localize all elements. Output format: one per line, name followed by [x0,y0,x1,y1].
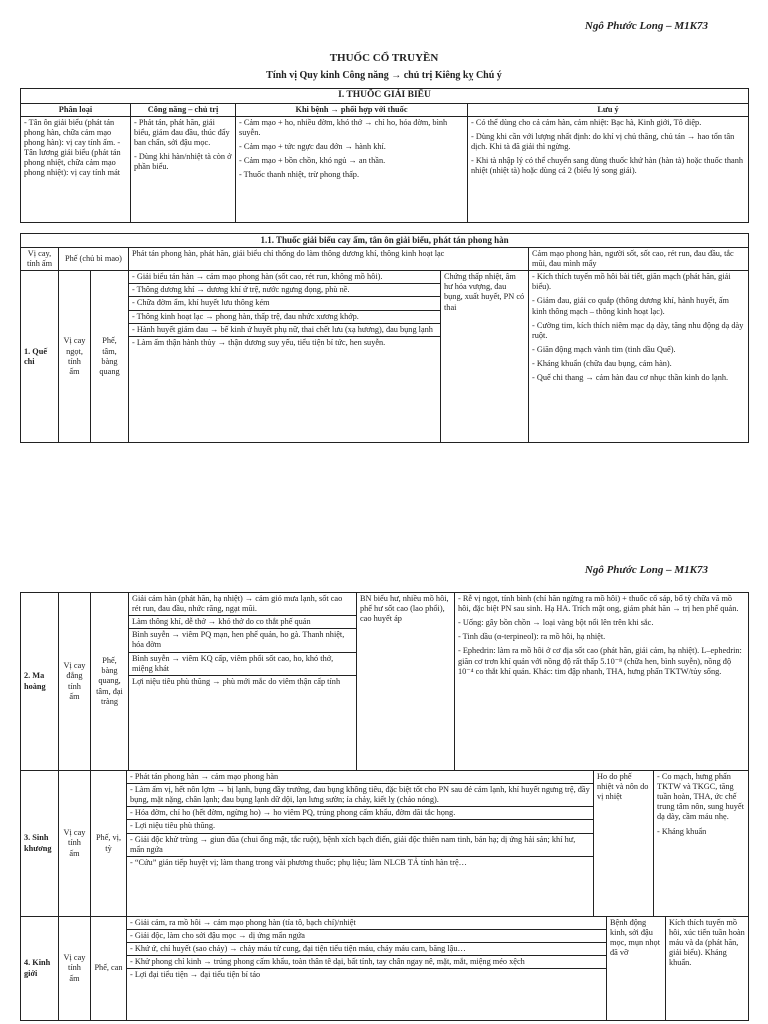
herb-cong-nang [129,271,441,443]
header-phoi-hop: Khi bệnh → phối hợp với thuốc [236,103,468,116]
chu-y-line: - Tinh dầu (α-terpineol): ra mồ hôi, hạ nhiệt. [458,632,606,642]
chu-y-line: - Cường tim, kích thích niêm mạc dạ dày, tăng nhu động dạ dày ruột. [532,320,744,340]
herb-quy-kinh: Phế, bàng quang, tâm, đại tràng [91,593,129,771]
intro-luu-y-line: - Dùng khi cần với lượng nhất định: do khí vị chủ thăng, chủ tán → hao tổn tân dịch. Khi tà đã giải thì ngừng. [471,131,735,151]
herb-kieng-ky: BN biểu hư, nhiều mồ hôi, phế hư sốt cao (lao phổi), cao huyết áp [357,593,455,771]
document-subtitle: Tính vị Quy kinh Công năng → chủ trị Kiêng kỵ Chú ý [266,70,502,81]
herb-quy-kinh: Phế, tâm, bàng quang [91,271,129,443]
herb-tinh-vi: Vị cay tính ấm [59,771,91,917]
intro-cong-nang-line: - Dùng khi hàn/nhiệt tà còn ở phần biểu. [134,152,232,172]
cong-nang-line: - Giải độc, làm cho sởi đậu mọc → dị ứng mẩn ngứa [127,930,606,943]
herb-quy-kinh: Phế, vị, tỳ [91,771,127,917]
group-chu-tri: Cảm mạo phong hàn, người sốt, sốt cao, rét run, đau đầu, tắc mũi, đau mình mẩy [529,247,749,270]
cong-nang-line: Bình suyễn → viêm KQ cấp, viêm phổi sốt cao, ho, khó thở, miệng khát [129,653,356,676]
group-cong-nang: Phát tán phong hàn, phát hãn, giải biểu chỉ thống do làm thông dương khí, thông kinh hoạt lạc [129,247,529,270]
page2-sinh-khuong-table [20,770,749,917]
author-label: Ngô Phước Long – M1K73 [584,564,708,576]
chu-y-line: - Quế chi thang → cảm hàn đau cơ nhục thần kinh do lạnh. [532,373,729,383]
intro-phan-loai: - Tân ôn giải biểu (phát tán phong hàn, chữa cảm mạo phong hàn): vị cay tính ấm. - Tân lương giải biểu (phát tán phong nhiệt, chữa cảm mạo phong nhiệt): vị cay tính mát [21,116,131,222]
intro-phoi-hop [236,116,468,222]
intro-phoi-hop-line: - Thuốc thanh nhiệt, trừ phong thấp. [239,170,360,180]
chu-y-line: - Giảm đau, giải co quắp (thông dương khí, hành huyết, ấm kinh thông mạch – thông kinh hoạt lạc). [532,296,729,316]
page2-ma-hoang-table [20,592,749,771]
cong-nang-line: Giải cảm hàn (phát hãn, hạ nhiệt) → cảm gió mưa lạnh, sốt cao rét run, đau đầu, nhức răng, ngạt mũi. [129,593,356,616]
page2-kinh-gioi-table [20,916,749,1021]
herb-chu-y [455,593,749,771]
cong-nang-line: - Thông dương khí → dương khí ứ trệ, nước ngưng đọng, phù nề. [129,284,440,297]
intro-phoi-hop-line: - Cảm mạo + ho, nhiều đờm, khó thở → chỉ ho, hóa đờm, bình suyễn. [239,117,448,137]
intro-luu-y-line: - Có thể dùng cho cả cảm hàn, cảm nhiệt: Bạc hà, Kinh giới, Tô diệp. [471,117,702,127]
cong-nang-line: Lợi niệu tiêu phù thũng → phù mới mắc do viêm thận cấp tính [132,676,341,686]
intro-phoi-hop-line: - Cảm mạo + tức ngực đau đớn → hành khí. [239,141,386,151]
cong-nang-line: - Chữa đờm ẩm, khí huyết lưu thông kém [129,297,440,310]
herb-name-sinh-khuong: 3. Sinh khương [21,771,59,917]
intro-luu-y-line: - Khi tà nhập lý có thể chuyển sang dùng thuốc khứ hàn (hàn tà) hoặc thuốc thanh nhiệt (nhiệt tà) hoặc dùng cả 2 (biểu lý song giải). [471,156,743,176]
cong-nang-line: - Thông kinh hoạt lạc → phong hàn, thấp trệ, đau nhức xương khớp. [129,311,440,324]
cong-nang-line: - Giải cảm, ra mồ hôi → cảm mạo phong hàn (tía tô, bạch chỉ)/nhiệt [127,917,606,930]
cong-nang-line: - Hành huyết giảm đau → bế kinh ứ huyết phụ nữ, thai chết lưu (xạ hương), đau bụng lạnh [129,324,440,337]
herb-tinh-vi: Vị cay tính ấm [59,917,91,1021]
chu-y-line: - Kháng khuẩn [657,826,707,836]
cong-nang-line: - Lợi niệu tiêu phù thũng. [127,820,593,833]
header-luu-y: Lưu ý [468,103,749,116]
header-cong-nang: Công năng – chủ trị [131,103,236,116]
chu-y-line: - Giãn động mạch vành tim (tinh dầu Quế). [532,344,676,354]
cong-nang-line: - Lợi đại tiểu tiện → đại tiểu tiện bí táo [130,970,261,980]
page1-intro-table [20,88,749,223]
herb-chu-y [529,271,749,443]
cong-nang-line: - Làm ấm thận hành thủy → thận dương suy yếu, tiểu tiện bí tức, hen suyễn. [132,337,386,347]
cong-nang-line: - Giải độc khử trùng → giun đũa (chui ống mật, tắc ruột), bệnh xích bạch điến, giải độc thiên nam tinh, bán hạ; dị ứng hải sản; khí hư, mẩn ngứa [127,834,593,857]
herb-name-kinh-gioi: 4. Kinh giới [21,917,59,1021]
document-title: THUỐC CỔ TRUYỀN [329,52,439,64]
intro-luu-y [468,116,749,222]
herb-chu-y [654,771,749,917]
cong-nang-line: - Hóa đờm, chỉ ho (hết đờm, ngừng ho) → ho viêm PQ, trúng phong cấm khẩu, đờm dãi tắc họng. [127,807,593,820]
chu-y-line: - Kháng khuẩn (chữa đau bụng, cảm hàn). [532,358,672,368]
herb-kieng-ky: Bệnh động kinh, sởi đậu mọc, mụn nhọt đã vỡ [607,917,666,1021]
herb-quy-kinh: Phế, can [91,917,127,1021]
herb-chu-y: Kích thích tuyến mồ hôi, xúc tiến tuần hoàn máu và da (phát hãn, giải biểu). Kháng khuẩn. [666,917,749,1021]
header-phan-loai: Phân loại [21,103,131,116]
cong-nang-line: Bình suyễn → viêm PQ mạn, hen phế quản, ho gà. Thanh nhiệt, hóa đờm [129,629,356,652]
chu-y-line: - Rễ vị ngọt, tính bình (chỉ hãn ngừng ra mồ hôi) + thuốc cố sáp, bổ tỳ chữa vã mồ hôi, đặc biệt PN sau sinh. Hạ HA. Trích mật ong, giảm phát hãn → trị hen phế quản. [458,594,739,614]
chu-y-line: - Kích thích tuyến mồ hôi bài tiết, giãn mạch (phát hãn, giải biểu). [532,272,731,292]
herb-name-ma-hoang: 2. Ma hoàng [21,593,59,771]
herb-kieng-ky: Chứng thấp nhiệt, âm hư hỏa vượng, đau bụng, xuất huyết, PN có thai [441,271,529,443]
cong-nang-line: - Giải biểu tán hàn → cảm mạo phong hàn (sốt cao, rét run, không mồ hôi). [129,271,440,284]
herb-cong-nang [127,917,607,1021]
chu-y-line: - Co mạch, hưng phấn TKTW và TKGC, tăng tuần hoàn, THA, ức chế trung tâm nôn, sung huyết dạ dày, cầm máu nhẹ. [657,772,744,822]
section-title: I. THUỐC GIẢI BIỂU [21,89,749,104]
group-quy-kinh: Phế (chủ bì mao) [59,247,129,270]
cong-nang-line: - Làm ấm vị, hết nôn lợm → bị lạnh, bụng đầy trướng, đau bụng không tiêu, đặc biệt tốt cho PN sau đẻ cảm lạnh, khí huyết ngưng trệ, đầy bụng, mặt nặng, chân lạnh; đau bụng lạnh dữ dội, lạn lưng sườn; ỉa chảy, kiết lỵ (chảo nóng). [127,784,593,807]
herb-tinh-vi: Vị cay đắng tính ấm [59,593,91,771]
intro-cong-nang-line: - Phát tán, phát hãn, giải biểu, giảm đau đầu, thúc đẩy ban chẩn, sởi đậu mọc. [134,117,230,147]
author-label: Ngô Phước Long – M1K73 [584,20,708,32]
intro-phoi-hop-line: - Cảm mạo + bồn chồn, khó ngủ → an thần. [239,156,386,166]
herb-cong-nang [127,771,594,917]
cong-nang-line: Làm thông khí, dễ thở → khó thở do co thắt phế quản [129,616,356,629]
subsection-title: 1.1. Thuốc giải biểu cay ấm, tân ôn giải biểu, phát tán phong hàn [21,234,749,248]
cong-nang-line: - Khứ ứ, chỉ huyết (sao cháy) → chảy máu tử cung, đại tiện tiểu tiện máu, chảy máu cam, băng lậu… [127,943,606,956]
cong-nang-line: - Phát tán phong hàn → cảm mạo phong hàn [127,771,593,784]
chu-y-line: - Ephedrin: làm ra mồ hôi ở cơ địa sốt cao (phát hãn, giải cảm, hạ nhiệt). L–ephedrin: giãn cơ trơn khí quản với nồng độ rất thấp 5.10⁻⁸ (chữa hen, bình suyễn), nồng độ 10⁻⁴ co thắt khí quản. Khác: tim đập nhanh, THA, hưng phấn TKTW/tủy sống. [458,646,742,676]
page1-herb-table [20,233,749,443]
intro-cong-nang [131,116,236,222]
herb-name-que-chi: 1. Quế chi [21,271,59,443]
cong-nang-line: - Khử phong chỉ kinh → trúng phong cấm khẩu, toàn thân tê dại, bất tỉnh, tay chân ngay nê, mặt, mắt, miệng méo xệch [127,956,606,969]
herb-tinh-vi: Vị cay ngọt, tính ấm [59,271,91,443]
cong-nang-line: - “Cứu” giản tiếp huyệt vị; làm thang trong vài phương thuốc; phụ liệu; làm NLCB TẢ tính hàn trệ… [130,857,467,867]
herb-kieng-ky: Ho do phế nhiệt và nôn do vị nhiệt [594,771,654,917]
group-tinh-vi: Vị cay, tính ấm [21,247,59,270]
herb-cong-nang [129,593,357,771]
chu-y-line: - Uống: gây bồn chồn → loại vàng bột nổi lên trên khi sắc. [458,618,654,628]
